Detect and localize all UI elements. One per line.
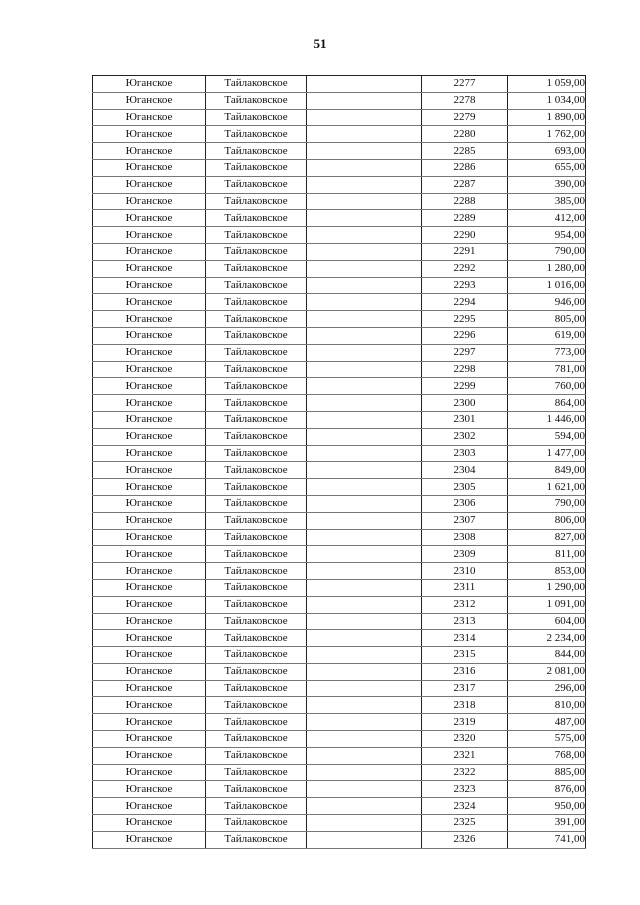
empty-cell [307,76,422,93]
field-cell: Юганское [93,445,206,462]
table-row [93,495,586,512]
table-row [93,260,586,277]
empty-cell [307,815,422,832]
area-cell: Тайлаковское [206,479,307,496]
number-cell: 2296 [422,327,508,344]
number-cell: 2288 [422,193,508,210]
field-cell: Юганское [93,731,206,748]
area-cell: Тайлаковское [206,815,307,832]
area-cell: Тайлаковское [206,714,307,731]
table-row [93,613,586,630]
number-cell: 2305 [422,479,508,496]
empty-cell [307,395,422,412]
value-cell: 790,00 [508,243,586,260]
value-cell: 864,00 [508,395,586,412]
empty-cell [307,143,422,160]
value-cell: 619,00 [508,327,586,344]
table-row [93,176,586,193]
value-cell: 741,00 [508,831,586,848]
area-cell: Тайлаковское [206,126,307,143]
number-cell: 2306 [422,495,508,512]
field-cell: Юганское [93,126,206,143]
value-cell: 1 059,00 [508,76,586,93]
empty-cell [307,479,422,496]
number-cell: 2293 [422,277,508,294]
value-cell: 806,00 [508,512,586,529]
table-row [93,277,586,294]
value-cell: 594,00 [508,428,586,445]
table-row [93,193,586,210]
number-cell: 2304 [422,462,508,479]
value-cell: 1 762,00 [508,126,586,143]
value-cell: 946,00 [508,294,586,311]
value-cell: 768,00 [508,747,586,764]
field-cell: Юганское [93,277,206,294]
value-cell: 811,00 [508,546,586,563]
empty-cell [307,764,422,781]
empty-cell [307,327,422,344]
value-cell: 1 621,00 [508,479,586,496]
number-cell: 2322 [422,764,508,781]
field-cell: Юганское [93,495,206,512]
number-cell: 2292 [422,260,508,277]
value-cell: 2 234,00 [508,630,586,647]
value-cell: 1 890,00 [508,109,586,126]
field-cell: Юганское [93,378,206,395]
number-cell: 2278 [422,92,508,109]
number-cell: 2301 [422,411,508,428]
empty-cell [307,243,422,260]
field-cell: Юганское [93,831,206,848]
area-cell: Тайлаковское [206,512,307,529]
table-row [93,714,586,731]
area-cell: Тайлаковское [206,210,307,227]
field-cell: Юганское [93,596,206,613]
empty-cell [307,731,422,748]
area-cell: Тайлаковское [206,764,307,781]
number-cell: 2320 [422,731,508,748]
area-cell: Тайлаковское [206,563,307,580]
empty-cell [307,109,422,126]
area-cell: Тайлаковское [206,747,307,764]
page-number: 51 [313,36,327,51]
number-cell: 2317 [422,680,508,697]
table-row [93,344,586,361]
table-row [93,327,586,344]
empty-cell [307,831,422,848]
empty-cell [307,428,422,445]
value-cell: 844,00 [508,647,586,664]
table-row [93,680,586,697]
number-cell: 2290 [422,227,508,244]
area-cell: Тайлаковское [206,76,307,93]
empty-cell [307,445,422,462]
field-cell: Юганское [93,815,206,832]
table-row [93,764,586,781]
empty-cell [307,781,422,798]
number-cell: 2302 [422,428,508,445]
number-cell: 2318 [422,697,508,714]
field-cell: Юганское [93,680,206,697]
table-row [93,630,586,647]
number-cell: 2319 [422,714,508,731]
empty-cell [307,176,422,193]
number-cell: 2294 [422,294,508,311]
area-cell: Тайлаковское [206,613,307,630]
empty-cell [307,411,422,428]
field-cell: Юганское [93,159,206,176]
value-cell: 575,00 [508,731,586,748]
field-cell: Юганское [93,462,206,479]
field-cell: Юганское [93,781,206,798]
empty-cell [307,798,422,815]
empty-cell [307,344,422,361]
number-cell: 2299 [422,378,508,395]
number-cell: 2297 [422,344,508,361]
number-cell: 2280 [422,126,508,143]
number-cell: 2285 [422,143,508,160]
empty-cell [307,227,422,244]
area-cell: Тайлаковское [206,579,307,596]
area-cell: Тайлаковское [206,798,307,815]
empty-cell [307,680,422,697]
area-cell: Тайлаковское [206,176,307,193]
value-cell: 954,00 [508,227,586,244]
empty-cell [307,92,422,109]
area-cell: Тайлаковское [206,395,307,412]
number-cell: 2298 [422,361,508,378]
empty-cell [307,546,422,563]
area-cell: Тайлаковское [206,663,307,680]
table-row [93,243,586,260]
table-row [93,143,586,160]
field-cell: Юганское [93,395,206,412]
field-cell: Юганское [93,764,206,781]
value-cell: 810,00 [508,697,586,714]
number-cell: 2303 [422,445,508,462]
value-cell: 487,00 [508,714,586,731]
table-row [93,445,586,462]
area-cell: Тайлаковское [206,495,307,512]
value-cell: 876,00 [508,781,586,798]
area-cell: Тайлаковское [206,243,307,260]
table-row [93,831,586,848]
area-cell: Тайлаковское [206,143,307,160]
empty-cell [307,563,422,580]
table-row [93,479,586,496]
value-cell: 693,00 [508,143,586,160]
field-cell: Юганское [93,697,206,714]
table-row [93,663,586,680]
table-row [93,781,586,798]
empty-cell [307,579,422,596]
field-cell: Юганское [93,311,206,328]
table-row [93,109,586,126]
table-row [93,546,586,563]
number-cell: 2277 [422,76,508,93]
table-row [93,311,586,328]
field-cell: Юганское [93,613,206,630]
area-cell: Тайлаковское [206,92,307,109]
number-cell: 2324 [422,798,508,815]
empty-cell [307,260,422,277]
field-cell: Юганское [93,243,206,260]
table-row [93,428,586,445]
value-cell: 655,00 [508,159,586,176]
field-cell: Юганское [93,630,206,647]
field-cell: Юганское [93,109,206,126]
data-table [92,75,586,849]
field-cell: Юганское [93,143,206,160]
empty-cell [307,193,422,210]
field-cell: Юганское [93,647,206,664]
number-cell: 2314 [422,630,508,647]
table-row [93,563,586,580]
empty-cell [307,210,422,227]
table-row [93,731,586,748]
area-cell: Тайлаковское [206,697,307,714]
value-cell: 1 016,00 [508,277,586,294]
area-cell: Тайлаковское [206,546,307,563]
area-cell: Тайлаковское [206,327,307,344]
area-cell: Тайлаковское [206,361,307,378]
area-cell: Тайлаковское [206,344,307,361]
value-cell: 1 091,00 [508,596,586,613]
value-cell: 391,00 [508,815,586,832]
number-cell: 2291 [422,243,508,260]
empty-cell [307,462,422,479]
area-cell: Тайлаковское [206,831,307,848]
empty-cell [307,495,422,512]
area-cell: Тайлаковское [206,630,307,647]
area-cell: Тайлаковское [206,411,307,428]
number-cell: 2313 [422,613,508,630]
table-row [93,697,586,714]
table-row [93,159,586,176]
area-cell: Тайлаковское [206,428,307,445]
table-row [93,798,586,815]
number-cell: 2321 [422,747,508,764]
field-cell: Юганское [93,714,206,731]
table-row [93,411,586,428]
empty-cell [307,361,422,378]
empty-cell [307,277,422,294]
field-cell: Юганское [93,176,206,193]
value-cell: 412,00 [508,210,586,227]
number-cell: 2325 [422,815,508,832]
field-cell: Юганское [93,428,206,445]
table-row [93,647,586,664]
field-cell: Юганское [93,227,206,244]
field-cell: Юганское [93,210,206,227]
number-cell: 2287 [422,176,508,193]
number-cell: 2326 [422,831,508,848]
field-cell: Юганское [93,411,206,428]
area-cell: Тайлаковское [206,311,307,328]
area-cell: Тайлаковское [206,462,307,479]
field-cell: Юганское [93,327,206,344]
value-cell: 827,00 [508,529,586,546]
field-cell: Юганское [93,563,206,580]
value-cell: 390,00 [508,176,586,193]
field-cell: Юганское [93,193,206,210]
field-cell: Юганское [93,260,206,277]
area-cell: Тайлаковское [206,445,307,462]
area-cell: Тайлаковское [206,378,307,395]
field-cell: Юганское [93,361,206,378]
field-cell: Юганское [93,529,206,546]
number-cell: 2315 [422,647,508,664]
area-cell: Тайлаковское [206,227,307,244]
value-cell: 296,00 [508,680,586,697]
area-cell: Тайлаковское [206,294,307,311]
table-row [93,529,586,546]
empty-cell [307,747,422,764]
empty-cell [307,512,422,529]
number-cell: 2289 [422,210,508,227]
area-cell: Тайлаковское [206,781,307,798]
empty-cell [307,647,422,664]
empty-cell [307,311,422,328]
area-cell: Тайлаковское [206,277,307,294]
number-cell: 2308 [422,529,508,546]
field-cell: Юганское [93,344,206,361]
table-row [93,747,586,764]
empty-cell [307,378,422,395]
value-cell: 1 034,00 [508,92,586,109]
empty-cell [307,294,422,311]
table-row [93,378,586,395]
field-cell: Юганское [93,479,206,496]
value-cell: 1 477,00 [508,445,586,462]
number-cell: 2295 [422,311,508,328]
field-cell: Юганское [93,663,206,680]
table-row [93,815,586,832]
table-row [93,579,586,596]
table-row [93,596,586,613]
field-cell: Юганское [93,747,206,764]
table-row [93,294,586,311]
empty-cell [307,697,422,714]
field-cell: Юганское [93,294,206,311]
area-cell: Тайлаковское [206,193,307,210]
table-row [93,395,586,412]
number-cell: 2286 [422,159,508,176]
empty-cell [307,630,422,647]
value-cell: 773,00 [508,344,586,361]
number-cell: 2279 [422,109,508,126]
area-cell: Тайлаковское [206,647,307,664]
value-cell: 849,00 [508,462,586,479]
area-cell: Тайлаковское [206,529,307,546]
number-cell: 2316 [422,663,508,680]
area-cell: Тайлаковское [206,731,307,748]
empty-cell [307,613,422,630]
value-cell: 885,00 [508,764,586,781]
empty-cell [307,596,422,613]
number-cell: 2309 [422,546,508,563]
value-cell: 385,00 [508,193,586,210]
table-row [93,227,586,244]
value-cell: 760,00 [508,378,586,395]
field-cell: Юганское [93,76,206,93]
field-cell: Юганское [93,512,206,529]
number-cell: 2311 [422,579,508,596]
area-cell: Тайлаковское [206,680,307,697]
table-row [93,361,586,378]
value-cell: 950,00 [508,798,586,815]
value-cell: 604,00 [508,613,586,630]
table-row [93,126,586,143]
field-cell: Юганское [93,579,206,596]
value-cell: 853,00 [508,563,586,580]
field-cell: Юганское [93,546,206,563]
value-cell: 781,00 [508,361,586,378]
value-cell: 1 446,00 [508,411,586,428]
value-cell: 790,00 [508,495,586,512]
field-cell: Юганское [93,92,206,109]
number-cell: 2307 [422,512,508,529]
area-cell: Тайлаковское [206,260,307,277]
value-cell: 1 290,00 [508,579,586,596]
number-cell: 2310 [422,563,508,580]
empty-cell [307,529,422,546]
empty-cell [307,159,422,176]
empty-cell [307,663,422,680]
table-row [93,462,586,479]
area-cell: Тайлаковское [206,596,307,613]
table-body [93,76,586,849]
table-row [93,76,586,93]
value-cell: 805,00 [508,311,586,328]
value-cell: 2 081,00 [508,663,586,680]
empty-cell [307,714,422,731]
number-cell: 2323 [422,781,508,798]
number-cell: 2312 [422,596,508,613]
table-row [93,512,586,529]
empty-cell [307,126,422,143]
area-cell: Тайлаковское [206,159,307,176]
value-cell: 1 280,00 [508,260,586,277]
area-cell: Тайлаковское [206,109,307,126]
table-row [93,210,586,227]
number-cell: 2300 [422,395,508,412]
table-row [93,92,586,109]
field-cell: Юганское [93,798,206,815]
